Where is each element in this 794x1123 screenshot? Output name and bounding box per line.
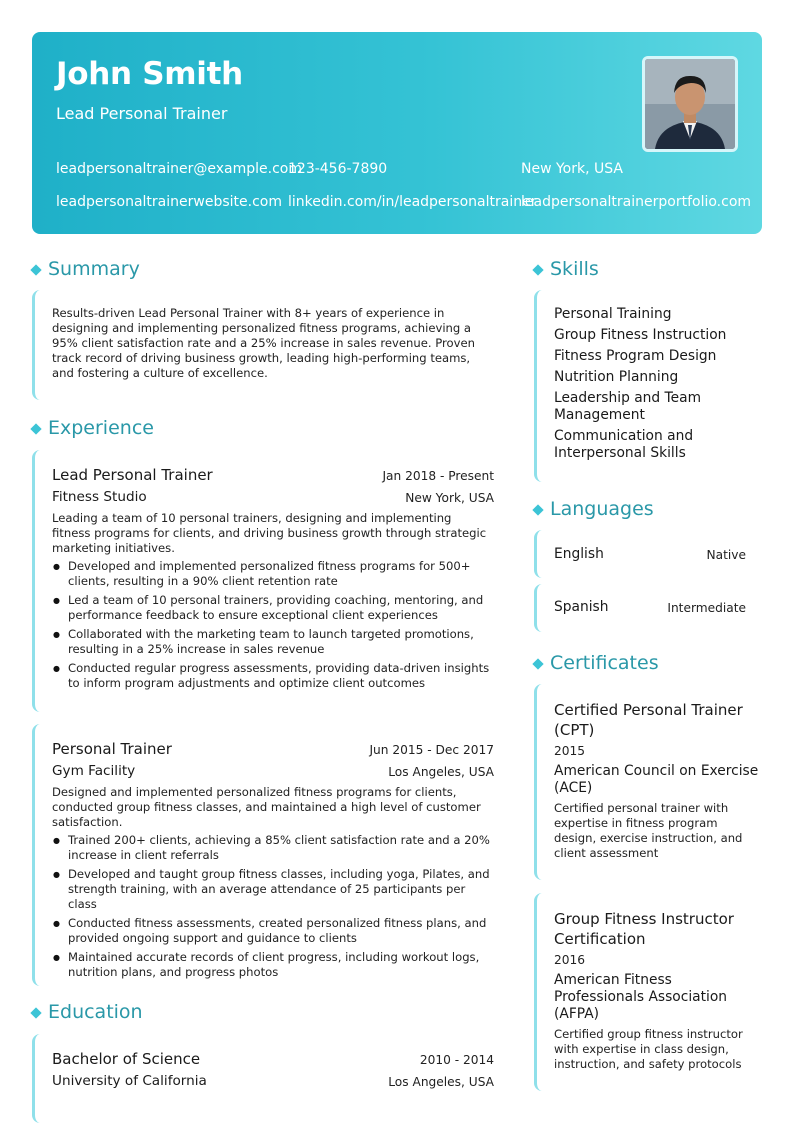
certificate-year: 2015 [554, 744, 586, 758]
summary-block [32, 290, 497, 400]
resume-header [32, 32, 762, 234]
diamond-bullet-icon [532, 658, 543, 669]
skill-item: Leadership and Team Management [554, 390, 702, 423]
contact-location: New York, USA [521, 161, 623, 177]
education-location: Los Angeles, USA [388, 1075, 494, 1089]
diamond-bullet-icon [532, 264, 543, 275]
language-level: Intermediate [667, 601, 746, 615]
contact-email[interactable]: leadpersonaltrainer@example.com [56, 161, 302, 177]
profile-photo [642, 56, 738, 152]
avatar-icon [645, 59, 735, 149]
skill-item: Fitness Program Design [554, 348, 717, 364]
job-bullet: ● Maintained accurate records of client progress, including workout logs, nutrition plans, and progress photos [52, 950, 492, 980]
language-row [534, 530, 746, 578]
skill-item: Nutrition Planning [554, 369, 679, 385]
job-location: New York, USA [405, 491, 494, 505]
certificate-issuer: American Fitness Professionals Association (AFPA) [554, 972, 728, 1022]
diamond-bullet-icon [30, 1007, 41, 1018]
language-level: Native [706, 548, 746, 562]
job-bullet: ● Conducted regular progress assessments, providing data-driven insights to inform program adjustments and optimize client outcomes [52, 661, 492, 691]
experience-heading: Experience [48, 417, 154, 439]
certificate-item [534, 893, 762, 1091]
diamond-bullet-icon [30, 423, 41, 434]
job-bullet: ● Trained 200+ clients, achieving a 85% client satisfaction rate and a 20% increase in client referrals [52, 833, 492, 863]
job-location: Los Angeles, USA [388, 765, 494, 779]
language-name: Spanish [554, 599, 609, 615]
certificate-issuer: American Council on Exercise (ACE) [554, 763, 759, 796]
certificates-heading: Certificates [550, 652, 659, 674]
summary-heading: Summary [48, 258, 140, 280]
job-bullet: ● Developed and taught group fitness classes, including yoga, Pilates, and strength training, with an average attendance of 25 participants per class [52, 867, 492, 912]
certificate-description: Certified personal trainer with expertise in fitness program design, exercise instruction, and client assessment [554, 801, 743, 860]
job-company: Fitness Studio [52, 489, 147, 505]
education-item [32, 1034, 497, 1123]
skill-item: Personal Training [554, 306, 672, 322]
job-bullet-list [52, 833, 492, 984]
experience-item [32, 450, 497, 712]
contact-phone[interactable]: 123-456-7890 [288, 161, 388, 177]
certificate-year: 2016 [554, 953, 586, 967]
experience-item [32, 724, 497, 986]
education-dates: 2010 - 2014 [419, 1053, 494, 1067]
job-title: Lead Personal Trainer [52, 466, 213, 484]
job-dates: Jun 2015 - Dec 2017 [369, 743, 494, 757]
contact-website[interactable]: leadpersonaltrainerwebsite.com [56, 194, 282, 210]
certificate-name: Certified Personal Trainer (CPT) [554, 701, 743, 739]
job-title: Personal Trainer [52, 740, 172, 758]
job-bullet: ● Developed and implemented personalized fitness programs for 500+ clients, resulting in a 90% client retention rate [52, 559, 492, 589]
job-dates: Jan 2018 - Present [382, 469, 494, 483]
languages-heading: Languages [550, 498, 654, 520]
summary-text: Results-driven Lead Personal Trainer with 8+ years of experience in designing and implementing personalized fitness programs, achieving a 95% client satisfaction rate and a 25% increase in sales revenue. Proven track record of driving business growth, leading high-performing teams, and fostering a culture of excellence. [52, 306, 475, 380]
job-bullet-list [52, 559, 492, 695]
job-description: Leading a team of 10 personal trainers, designing and implementing fitness programs for clients, and driving business growth through strategic marketing initiatives. [52, 511, 487, 555]
certificate-item [534, 684, 762, 880]
job-company: Gym Facility [52, 763, 136, 779]
education-heading: Education [48, 1001, 143, 1023]
contact-linkedin[interactable]: linkedin.com/in/leadpersonaltrainer [288, 194, 537, 210]
education-degree: Bachelor of Science [52, 1050, 201, 1068]
candidate-name: John Smith [56, 56, 243, 92]
skill-item: Group Fitness Instruction [554, 327, 727, 343]
skills-heading: Skills [550, 258, 599, 280]
language-name: English [554, 546, 604, 562]
contact-portfolio[interactable]: leadpersonaltrainerportfolio.com [521, 194, 752, 210]
certificate-description: Certified group fitness instructor with expertise in class design, instruction, and safety protocols [554, 1027, 743, 1071]
job-bullet: ● Led a team of 10 personal trainers, providing coaching, mentoring, and performance feedback to ensure exceptional client experiences [52, 593, 492, 623]
diamond-bullet-icon [532, 504, 543, 515]
certificate-name: Group Fitness Instructor Certification [554, 910, 734, 948]
skills-block [534, 290, 762, 482]
language-row [534, 584, 746, 632]
job-bullet: ● Collaborated with the marketing team to launch targeted promotions, resulting in a 25% increase in sales revenue [52, 627, 492, 657]
skill-item: Communication and Interpersonal Skills [554, 428, 694, 461]
job-description: Designed and implemented personalized fitness programs for clients, conducted group fitness classes, and maintained a high level of customer satisfaction. [52, 785, 481, 829]
education-school: University of California [52, 1073, 207, 1089]
skills-list [554, 306, 759, 466]
job-bullet: ● Conducted fitness assessments, created personalized fitness plans, and provided ongoing support and guidance to clients [52, 916, 492, 946]
candidate-role: Lead Personal Trainer [56, 104, 228, 123]
diamond-bullet-icon [30, 264, 41, 275]
